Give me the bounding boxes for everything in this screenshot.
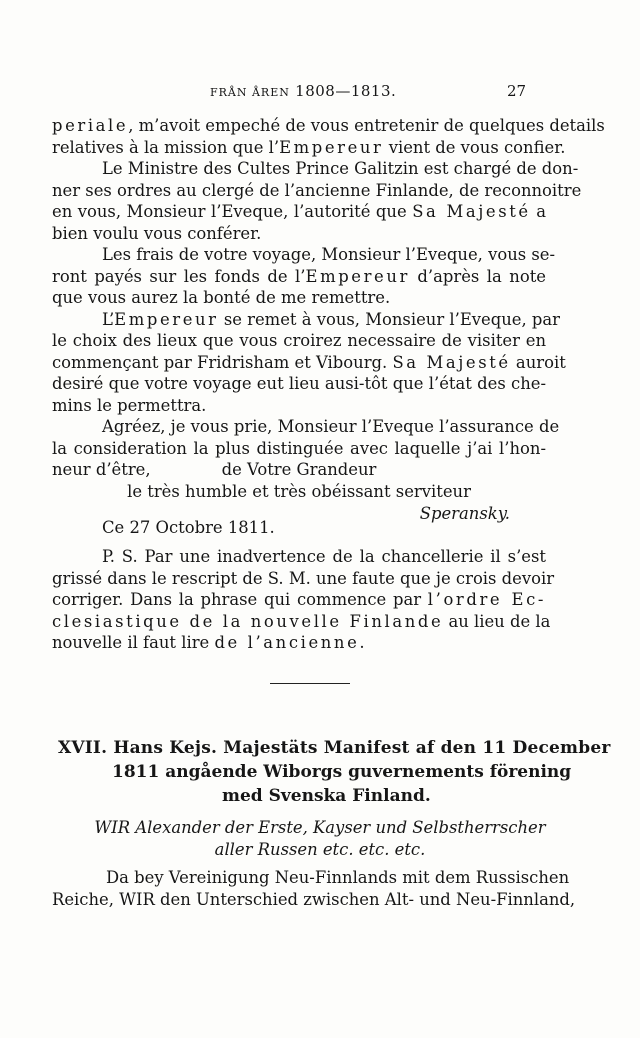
text-segment: . — [359, 633, 365, 652]
text-segment: de l’ancienne — [214, 633, 360, 652]
running-title-years: 1808—1813. — [295, 82, 397, 100]
signature: Speransky. — [419, 504, 510, 523]
text-segment: , m’avoit empeché de vous entretenir de quelques details — [128, 116, 605, 135]
manifest-body-line-1: Da bey Vereinigung Neu-Finnlands mit dem Russischen — [106, 868, 570, 887]
text-segment: Le Ministre des Cultes Prince Galitzin est chargé de don- — [102, 159, 579, 178]
running-title-prefix: FRÅN ÅREN — [210, 86, 290, 99]
text-segment: periale — [52, 116, 129, 135]
running-header — [0, 82, 640, 102]
text-line — [102, 244, 556, 266]
text-segment: se remet à vous, Monsieur l’Eveque, par — [218, 309, 561, 329]
text-line — [52, 115, 605, 137]
text-segment: vient de vous confier. — [383, 137, 566, 157]
text-line — [52, 352, 566, 374]
text-segment: relatives à la mission que l’ — [52, 137, 280, 157]
text-line — [52, 201, 546, 223]
text-segment: ner ses ordres au clergé de l’ancienne Finlande, de reconnoitre — [52, 180, 582, 200]
text-segment: que vous aurez la bonté de me remettre. — [52, 288, 391, 307]
section-title-line-1: XVII. Hans Kejs. Majestäts Manifest af den 11 December — [58, 738, 611, 758]
text-segment: a — [530, 202, 547, 221]
text-segment: P. S. Par une inadvertence de la chancellerie il s’est — [102, 547, 546, 566]
page-number: 27 — [507, 82, 527, 100]
section-title-line-2: 1811 angående Wiborgs guvernements förening — [112, 762, 572, 782]
text-line — [52, 589, 546, 611]
text-segment: d’après la note — [409, 266, 546, 286]
text-segment: Sa Majesté — [392, 352, 511, 372]
text-segment: mins le permettra. — [52, 395, 207, 415]
running-title — [210, 82, 396, 100]
text-segment: corriger. Dans la phrase qui commence par — [52, 590, 428, 609]
text-line — [52, 568, 555, 590]
text-segment: l’ordre Ec- — [427, 590, 546, 609]
closing-line-2: le très humble et très obéissant serviteur — [127, 482, 471, 501]
text-segment: le choix des lieux que vous croirez necessaire de visiter en — [52, 331, 546, 350]
text-line — [52, 137, 566, 159]
text-segment: clesiastique de la nouvelle Finlande — [52, 611, 444, 631]
text-segment: bien voulu vous conférer. — [52, 223, 262, 243]
text-line — [52, 632, 546, 654]
text-line — [52, 223, 546, 245]
closing-line-1: de Votre Grandeur — [221, 460, 377, 479]
section-divider — [270, 683, 350, 684]
text-segment: au lieu de la — [443, 611, 551, 631]
text-segment: Les frais de votre voyage, Monsieur l’Eveque, vous se- — [102, 245, 556, 264]
text-segment: ront payés sur les fonds de l’ — [52, 266, 306, 286]
text-line — [102, 309, 561, 331]
text-segment: Empereur — [279, 137, 384, 157]
text-line — [52, 611, 551, 633]
text-segment: Sa Majesté — [412, 202, 531, 221]
text-line — [102, 546, 546, 568]
text-segment: en vous, Monsieur l’Eveque, l’autorité que — [52, 202, 413, 221]
letter-date: Ce 27 Octobre 1811. — [102, 518, 275, 537]
text-segment: grissé dans le rescript de S. M. une faute que je crois devoir — [52, 568, 555, 588]
text-line — [102, 158, 579, 180]
text-line — [52, 395, 546, 417]
manifest-body-line-2: Reiche, WIR den Unterschied zwischen Alt- und Neu-Finnland, — [52, 890, 576, 909]
subtitle-line-2: aller Russen etc. etc. etc. — [214, 840, 426, 859]
text-segment: auroit — [510, 352, 566, 372]
text-line — [52, 287, 546, 309]
text-line — [102, 416, 560, 438]
text-line — [52, 266, 546, 288]
text-segment: Agréez, je vous prie, Monsieur l’Eveque l’assurance de — [102, 417, 560, 436]
subtitle-line-1: WIR Alexander der Erste, Kayser und Selbstherrscher — [94, 818, 546, 837]
text-segment: desiré que votre voyage eut lieu ausi-tôt que l’état des che- — [52, 374, 546, 393]
text-line — [52, 373, 546, 395]
text-segment: nouvelle il faut lire — [52, 633, 215, 652]
text-segment: neur d’être, — [52, 460, 151, 479]
text-segment: la consideration la plus distinguée avec laquelle j’ai l’hon- — [52, 438, 546, 458]
text-line — [52, 330, 546, 352]
text-segment: Empereur — [114, 309, 219, 329]
section-title-line-3: med Svenska Finland. — [222, 786, 431, 806]
text-segment: commençant par Fridrisham et Vibourg. — [52, 352, 393, 372]
text-segment: L’ — [102, 309, 115, 329]
text-segment: Empereur — [305, 266, 410, 286]
text-line — [52, 438, 546, 460]
text-line — [52, 180, 582, 202]
